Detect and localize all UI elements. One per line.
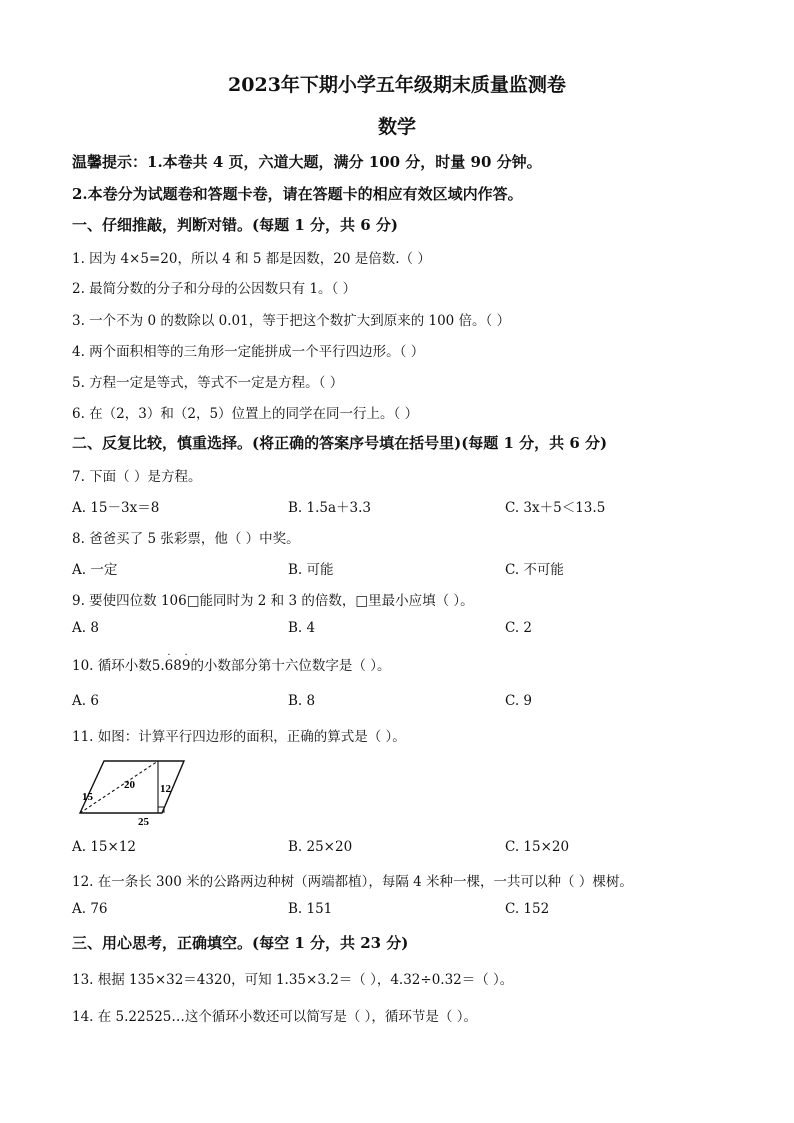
question-10	[72, 652, 390, 674]
question-4: 4. 两个面积相等的三角形一定能拼成一个平行四边形。（ ）	[72, 344, 425, 360]
q10-option-b: B. 8	[288, 693, 316, 709]
question-11: 11. 如图：计算平行四边形的面积，正确的算式是（ ）。	[72, 729, 406, 745]
question-2: 2. 最简分数的分子和分母的公因数只有 1。（ ）	[72, 281, 357, 297]
q12-option-b: B. 151	[288, 901, 333, 917]
side-label: 15	[82, 791, 93, 803]
diagonal-label: 20	[124, 779, 135, 791]
q8-option-a: A. 一定	[72, 562, 118, 578]
repeating-decimal	[152, 652, 191, 674]
subject-title: 数学	[377, 116, 416, 138]
question-3: 3. 一个不为 0 的数除以 0.01，等于把这个数扩大到原来的 100 倍。（ ）	[72, 313, 511, 329]
question-8: 8. 爸爸买了 5 张彩票，他（ ）中奖。	[72, 531, 300, 547]
repeating-int: 5.	[151, 658, 165, 674]
question-14: 14. 在 5.22525…这个循环小数还可以简写是（ ），循环节是（ ）。	[72, 1009, 477, 1025]
q11-option-c: C. 15×20	[505, 839, 570, 855]
base-label: 25	[138, 816, 149, 828]
q7-option-c: C. 3x＋5＜13.5	[505, 500, 606, 516]
q9-option-c: C. 2	[505, 620, 533, 636]
q9-option-b: B. 4	[288, 620, 316, 636]
exam-title: 2023年下期小学五年级期末质量监测卷	[228, 74, 566, 96]
q11-option-b: B. 25×20	[288, 839, 353, 855]
q10-stem-before: 10. 循环小数	[72, 658, 152, 674]
q12-option-a: A. 76	[72, 901, 108, 917]
question-7: 7. 下面（ ）是方程。	[72, 469, 202, 485]
q11-option-a: A. 15×12	[72, 839, 136, 855]
repeating-digit-1: · 6	[164, 650, 174, 674]
q10-option-a: A. 6	[72, 693, 99, 709]
repeating-digit-3: · 9	[181, 650, 191, 674]
parallelogram-figure	[72, 755, 192, 830]
q7-option-a: A. 15－3x＝8	[72, 500, 160, 516]
q10-option-c: C. 9	[505, 693, 533, 709]
notice-line-2: 2.本卷分为试题卷和答题卡卷，请在答题卡的相应有效区域内作答。	[72, 185, 523, 203]
question-13: 13. 根据 135×32＝4320，可知 1.35×3.2＝（ ），4.32÷0.32＝（ ）。	[72, 972, 514, 988]
repeating-digit-2: 8	[173, 658, 182, 674]
section3-heading: 三、用心思考，正确填空。(每空 1 分，共 23 分)	[72, 934, 409, 952]
section1-heading: 一、仔细推敲，判断对错。(每题 1 分，共 6 分)	[72, 216, 398, 234]
q9-option-a: A. 8	[72, 620, 99, 636]
q10-stem-after: 的小数部分第十六位数字是（ ）。	[190, 658, 391, 674]
section2-heading: 二、反复比较，慎重选择。(将正确的答案序号填在括号里)(每题 1 分，共 6 分)	[72, 434, 608, 452]
question-9: 9. 要使四位数 106□能同时为 2 和 3 的倍数，□里最小应填（ ）。	[72, 593, 474, 609]
question-6: 6. 在（2，3）和（2，5）位置上的同学在同一行上。（ ）	[72, 406, 419, 422]
question-12: 12. 在一条长 300 米的公路两边种树（两端都植），每隔 4 米种一棵，一共可以种（ ）棵树。	[72, 874, 633, 890]
q12-option-c: C. 152	[505, 901, 550, 917]
question-1: 1. 因为 4×5=20，所以 4 和 5 都是因数，20 是倍数.（ ）	[72, 251, 431, 267]
question-5: 5. 方程一定是等式，等式不一定是方程。（ ）	[72, 375, 344, 391]
q7-option-b: B. 1.5a＋3.3	[288, 500, 371, 516]
q8-option-c: C. 不可能	[505, 562, 564, 578]
notice-line-1: 温馨提示：1.本卷共 4 页，六道大题，满分 100 分，时量 90 分钟。	[72, 153, 542, 171]
height-label: 12	[160, 783, 171, 795]
q8-option-b: B. 可能	[288, 562, 334, 578]
